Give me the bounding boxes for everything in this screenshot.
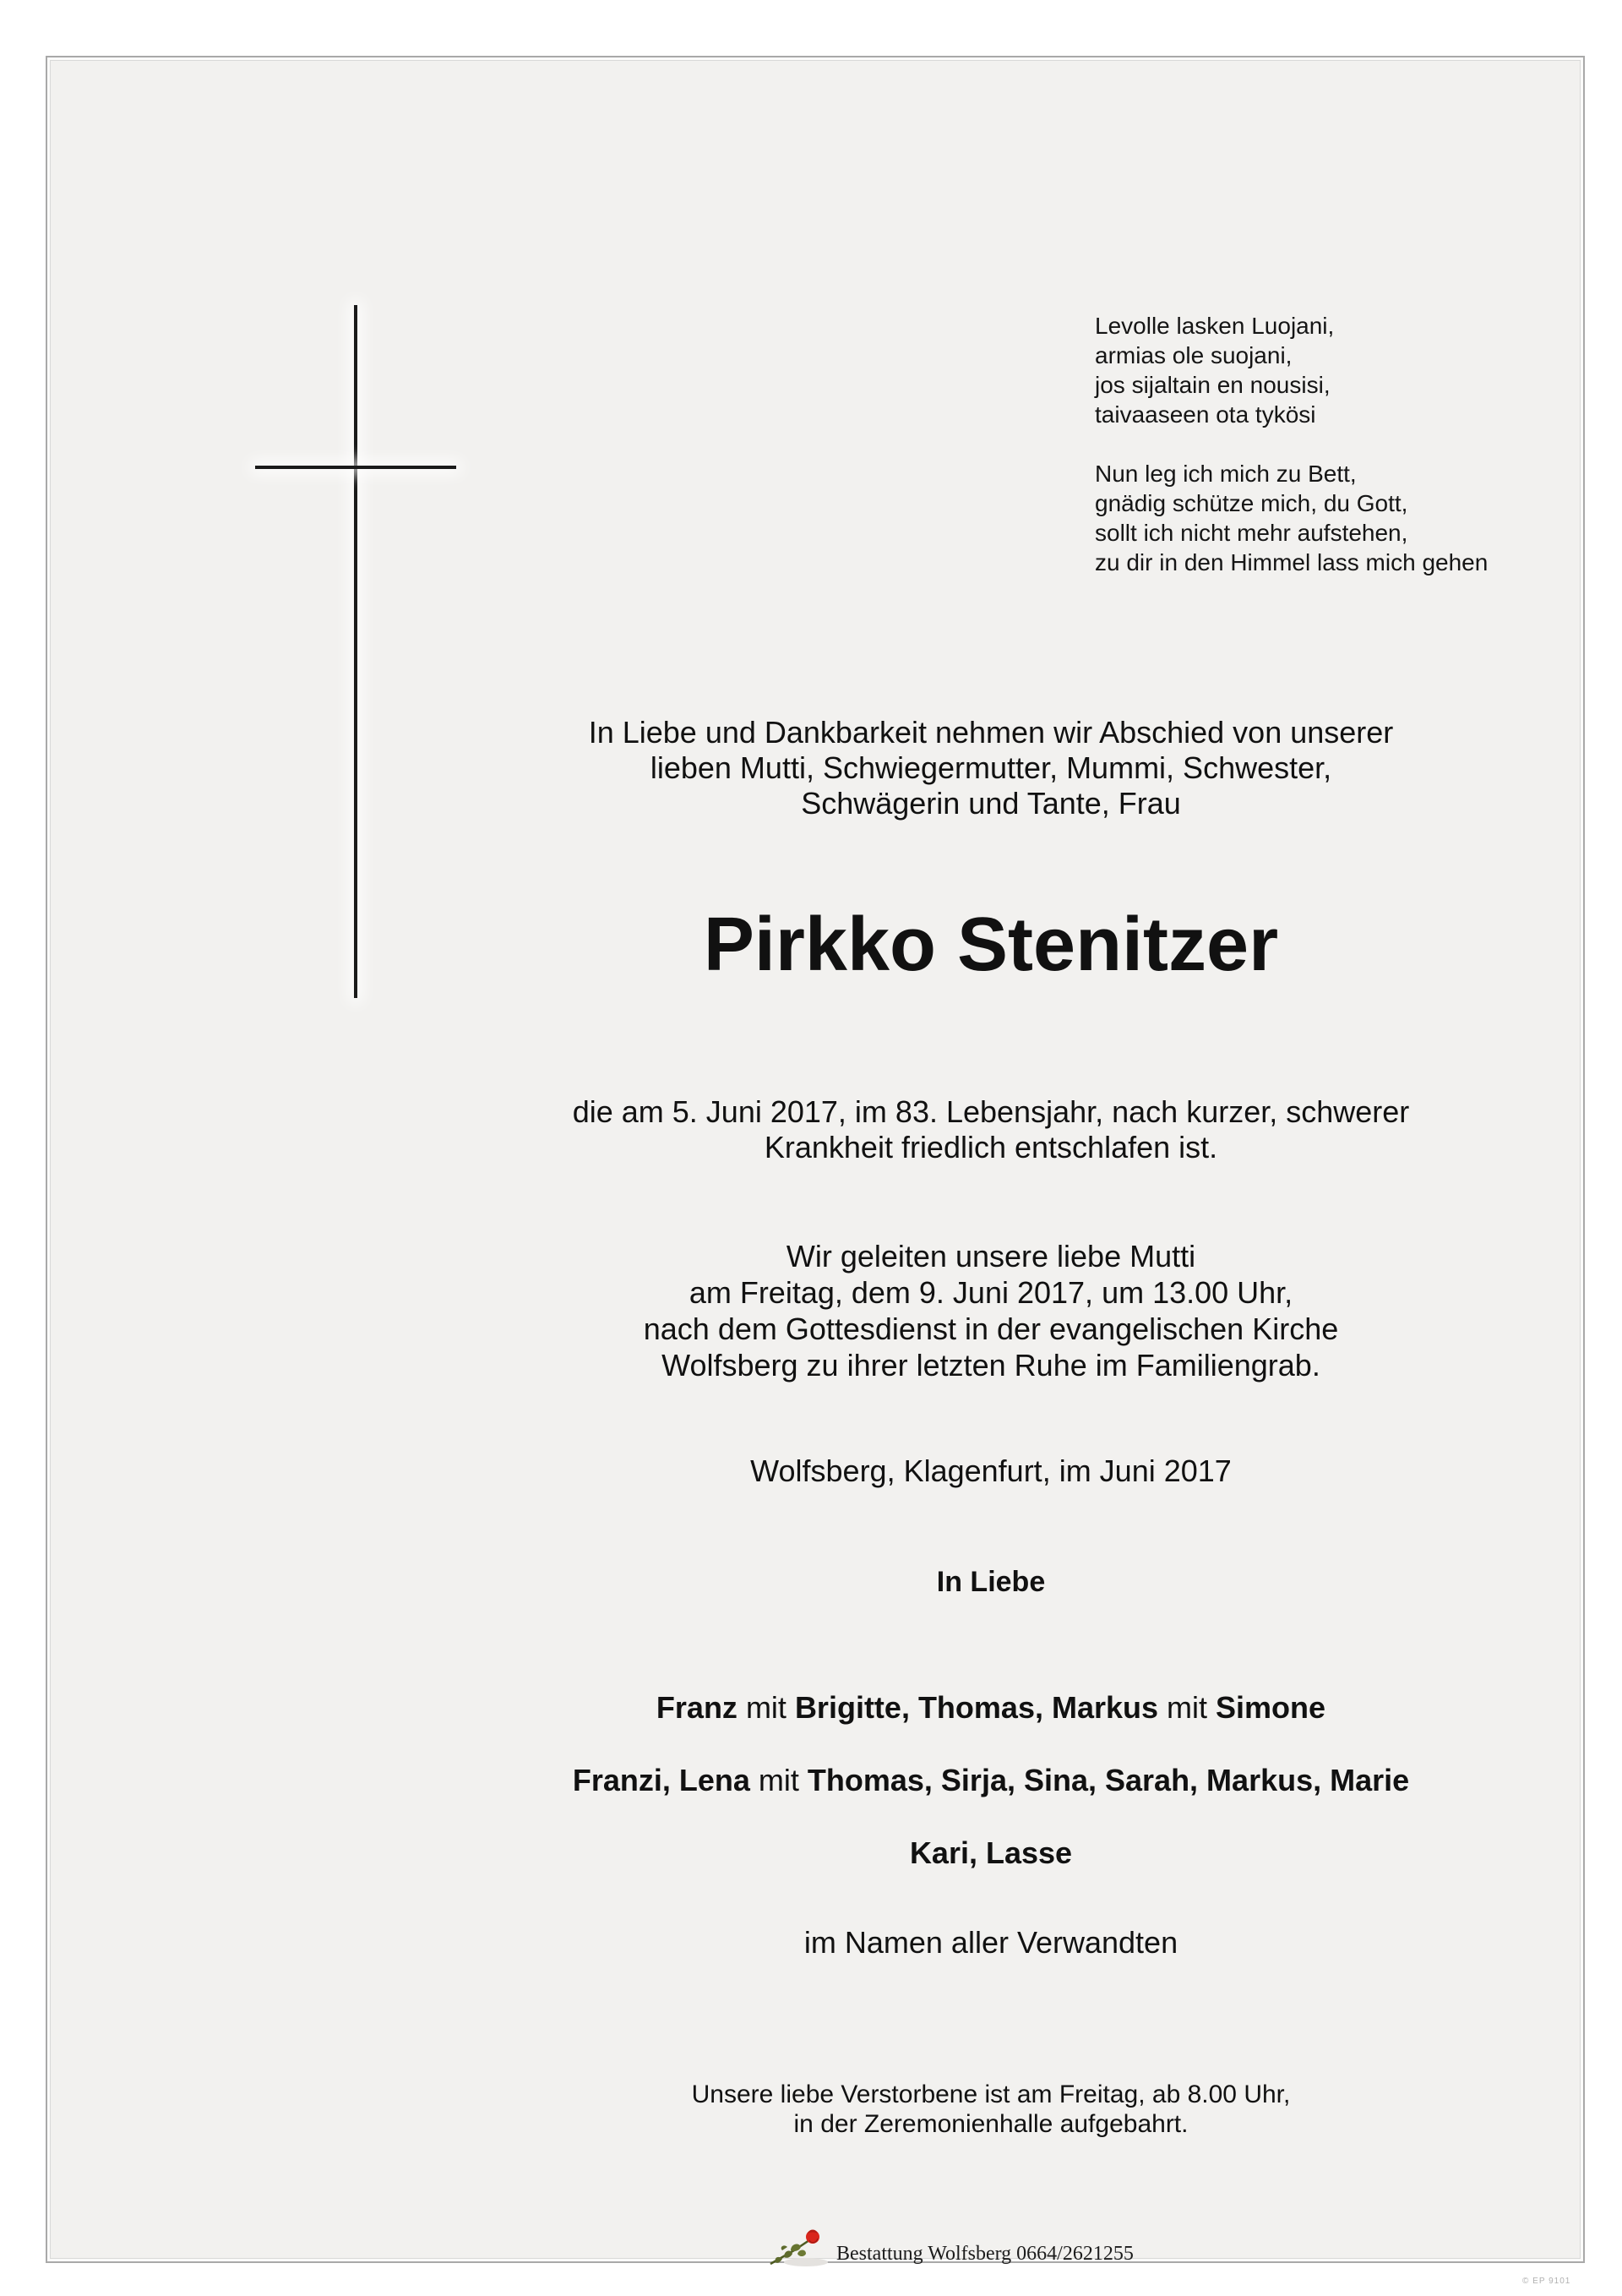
family-connector: mit [749, 1763, 808, 1797]
death-notice [520, 1094, 1461, 1165]
poem-stanza-german [1095, 459, 1488, 577]
family-names: Thomas, Sirja, Sina, Sarah, Markus, Marie [807, 1763, 1410, 1797]
poem-line: Nun leg ich mich zu Bett, [1095, 461, 1357, 487]
family-connector: mit [737, 1690, 795, 1725]
funeral-line: Wolfsberg zu ihrer letzten Ruhe im Familiengrab. [661, 1348, 1320, 1383]
intro-line: Schwägerin und Tante, Frau [801, 786, 1181, 821]
family-names: Kari, Lasse [909, 1835, 1073, 1870]
poem-line: armias ole suojani, [1095, 342, 1293, 368]
funeral-home-footer [765, 2225, 1134, 2267]
closing-phrase: In Liebe [936, 1566, 1046, 1598]
family-connector: mit [1158, 1690, 1216, 1725]
deceased-name: Pirkko Stenitzer [703, 903, 1279, 987]
viewing-line: in der Zeremonienhalle aufgebahrt. [793, 2110, 1189, 2138]
poem [1095, 311, 1488, 607]
family-row [520, 1672, 1461, 1744]
funeral-line: nach dem Gottesdienst in der evangelischen Kirche [643, 1312, 1339, 1346]
obituary-card [46, 56, 1585, 2263]
cross-vertical-bar [354, 305, 357, 998]
family-names: Franz [656, 1690, 738, 1725]
poem-stanza-finnish [1095, 311, 1488, 429]
family-names: Franzi, Lena [572, 1763, 750, 1797]
family-row [520, 1744, 1461, 1817]
family-list [520, 1672, 1461, 1890]
rose-icon [765, 2225, 833, 2267]
poem-line: zu dir in den Himmel lass mich gehen [1095, 549, 1489, 575]
family-names: Simone [1216, 1690, 1326, 1725]
cross-horizontal-bar [255, 466, 456, 469]
poem-line: jos sijaltain en nousisi, [1095, 372, 1331, 398]
funeral-line: am Freitag, dem 9. Juni 2017, um 13.00 Uhr, [689, 1275, 1293, 1310]
poem-line: taivaaseen ota tykösi [1095, 401, 1316, 428]
relatives-line: im Namen aller Verwandten [803, 1925, 1178, 1960]
funeral-details [520, 1238, 1461, 1383]
death-notice-line: Krankheit friedlich entschlafen ist. [764, 1130, 1218, 1164]
death-notice-line: die am 5. Juni 2017, im 83. Lebensjahr, nach kurzer, schwerer [572, 1094, 1410, 1129]
funeral-home-contact: Bestattung Wolfsberg 0664/2621255 [836, 2243, 1134, 2265]
place-date: Wolfsberg, Klagenfurt, im Juni 2017 [750, 1453, 1232, 1488]
family-names: Brigitte, Thomas, Markus [794, 1690, 1159, 1725]
intro-paragraph [520, 715, 1461, 821]
poem-line: gnädig schütze mich, du Gott, [1095, 490, 1408, 516]
poem-line: sollt ich nicht mehr aufstehen, [1095, 520, 1408, 546]
family-row [520, 1817, 1461, 1890]
intro-line: lieben Mutti, Schwiegermutter, Mummi, Schwester, [650, 750, 1332, 785]
viewing-notice [520, 2080, 1461, 2139]
viewing-line: Unsere liebe Verstorbene ist am Freitag, ab 8.00 Uhr, [691, 2081, 1291, 2108]
poem-line: Levolle lasken Luojani, [1095, 313, 1335, 339]
copyright-mark: © EP 9101 [1522, 2277, 1571, 2286]
intro-line: In Liebe und Dankbarkeit nehmen wir Abschied von unserer [588, 715, 1394, 750]
funeral-line: Wir geleiten unsere liebe Mutti [786, 1239, 1196, 1273]
